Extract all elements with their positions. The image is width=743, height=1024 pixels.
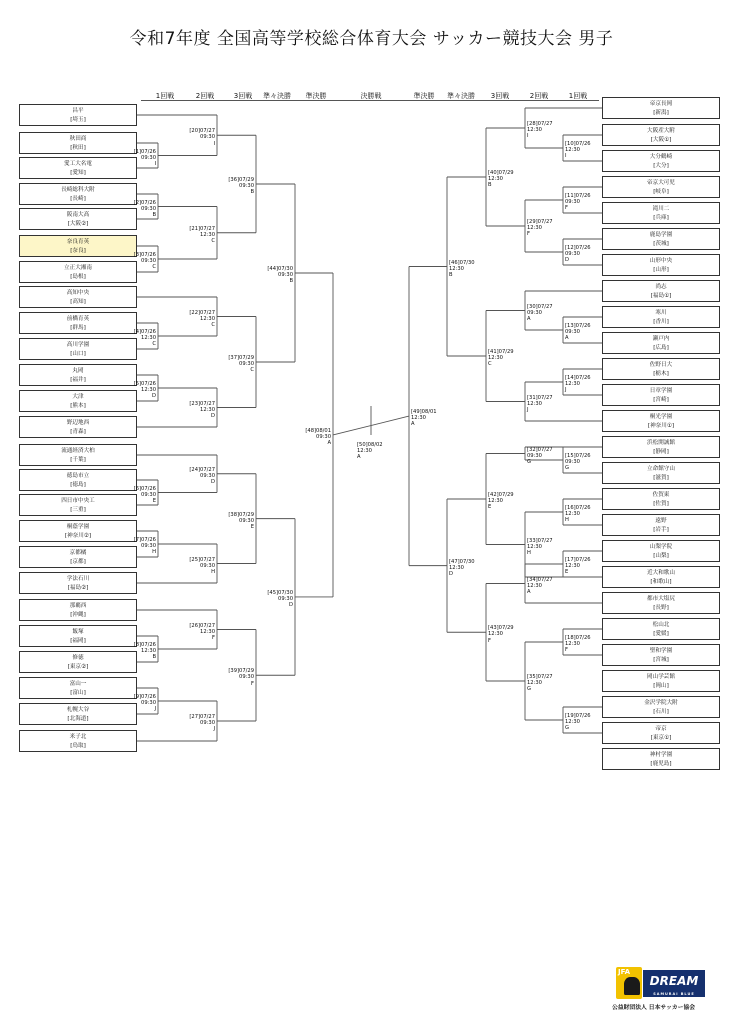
round-header: 2回戦 <box>195 92 215 100</box>
team-entry <box>19 469 137 491</box>
team-prefecture: [大阪①] <box>650 137 672 143</box>
match-info: [24]07/27 09:30 D <box>189 466 215 486</box>
team-prefecture: [石川] <box>653 709 669 715</box>
team-entry <box>19 703 137 725</box>
team-name: 流通経済大柏 <box>61 448 95 454</box>
team-prefecture: [山梨] <box>653 553 669 559</box>
match-info: [14]07/26 12:30 J <box>565 375 591 394</box>
match-info: [12]07/26 09:30 D <box>565 245 591 264</box>
team-prefecture: [茨城] <box>653 241 669 247</box>
round-header: 準々決勝 <box>447 92 475 100</box>
team-prefecture: [神奈川②] <box>64 533 92 539</box>
team-name: 山梨学院 <box>649 544 673 550</box>
team-name: 鹿島学園 <box>649 232 673 238</box>
team-entry <box>19 416 137 438</box>
team-entry <box>19 261 137 283</box>
team-name: 富山一 <box>69 681 87 687</box>
round-header-final: 決勝戦 <box>360 92 382 100</box>
team-name: 秋田商 <box>69 136 87 142</box>
team-prefecture: [大分] <box>653 163 669 169</box>
team-prefecture: [熊本] <box>70 403 86 409</box>
team-entry <box>602 644 720 666</box>
match-info: [26]07/27 12:30 F <box>189 622 215 641</box>
team-entry <box>602 150 720 172</box>
match-info: [27]07/27 09:30 J <box>189 714 215 733</box>
team-entry <box>602 618 720 640</box>
team-entry <box>602 748 720 770</box>
team-prefecture: [高知] <box>70 299 86 305</box>
team-entry <box>19 104 137 126</box>
team-entry <box>19 572 137 594</box>
team-prefecture: [栃木] <box>653 371 669 377</box>
match-info: [40]07/29 12:30 B <box>488 170 514 189</box>
team-entry <box>19 651 137 673</box>
team-entry <box>602 462 720 484</box>
team-entry <box>602 540 720 562</box>
team-name: 学法石川 <box>66 576 90 582</box>
round-header: 3回戦 <box>490 92 510 100</box>
team-entry <box>19 132 137 154</box>
round-header: 準決勝 <box>413 92 435 100</box>
team-prefecture: [奈良] <box>70 248 86 254</box>
round-header: 1回戦 <box>568 92 588 100</box>
team-entry <box>602 176 720 198</box>
team-name: 桐光学園 <box>649 414 673 420</box>
team-prefecture: [東京②] <box>67 664 89 670</box>
team-prefecture: [千葉] <box>70 457 86 463</box>
team-name: 野辺地西 <box>66 420 90 426</box>
team-entry <box>602 97 720 119</box>
team-name: 那覇西 <box>69 603 87 609</box>
team-name: 京都橘 <box>69 550 87 556</box>
match-info: [23]07/27 12:30 D <box>189 400 215 419</box>
team-name: 帝京 <box>655 726 667 732</box>
team-entry <box>602 696 720 718</box>
round-header: 準々決勝 <box>263 92 291 100</box>
dream-logo-icon: DREAM SAMURAI BLUE <box>643 970 705 997</box>
team-prefecture: [島根] <box>70 274 86 280</box>
team-prefecture: [和歌山] <box>650 579 672 585</box>
team-name: 日章学園 <box>649 388 673 394</box>
team-entry <box>19 677 137 699</box>
round-header: 2回戦 <box>529 92 549 100</box>
team-name: 浜松開誠館 <box>647 440 675 446</box>
team-entry <box>602 592 720 614</box>
team-entry <box>19 730 137 752</box>
team-prefecture: [大阪②] <box>67 221 89 227</box>
team-prefecture: [愛知] <box>70 170 86 176</box>
team-prefecture: [広島] <box>653 345 669 351</box>
match-info: [41]07/29 12:30 C <box>488 349 514 368</box>
match-info: [15]07/26 09:30 G <box>565 453 591 472</box>
match-info: [43]07/29 12:30 F <box>488 625 514 644</box>
team-entry <box>602 488 720 510</box>
team-name: 立正大湘南 <box>64 265 92 271</box>
team-prefecture: [香川] <box>653 319 669 325</box>
match-info: [44]07/30 09:30 B <box>267 266 293 285</box>
team-name: 高川学園 <box>66 342 90 348</box>
team-name: 佐賀東 <box>652 492 670 498</box>
match-info: [20]07/27 09:30 I <box>189 128 215 147</box>
match-info: [7]07/26 09:30 H <box>133 537 156 556</box>
team-prefecture: [富山] <box>70 690 86 696</box>
team-name: 金沢学院大附 <box>644 700 678 706</box>
team-prefecture: [秋田] <box>70 145 86 151</box>
team-entry <box>602 670 720 692</box>
match-info: [46]07/30 12:30 B <box>449 259 475 278</box>
team-entry <box>602 514 720 536</box>
match-info: [2]07/26 09:30 B <box>133 199 156 218</box>
team-entry <box>602 124 720 146</box>
team-entry <box>602 254 720 276</box>
match-info: [17]07/26 12:30 E <box>565 557 591 576</box>
match-info: [13]07/26 09:30 A <box>565 323 591 342</box>
team-prefecture: [鳥取] <box>70 743 86 749</box>
match-info: [34]07/27 12:30 A <box>527 576 553 595</box>
team-entry <box>602 202 720 224</box>
team-name: 奈良育英 <box>66 239 90 245</box>
team-name: 大分鶴崎 <box>649 154 673 160</box>
team-name: 岡山学芸館 <box>647 674 675 680</box>
match-info: [4]07/26 12:30 C <box>133 329 156 348</box>
team-name: 米子北 <box>69 734 87 740</box>
team-prefecture: [宮崎] <box>653 397 669 403</box>
team-name: 阪南大高 <box>66 212 90 218</box>
team-prefecture: [福島①] <box>650 293 672 299</box>
team-prefecture: [北海道] <box>67 716 89 722</box>
final-match-info: [50]08/02 12:30 A <box>357 441 383 461</box>
match-info: [3]07/26 09:30 C <box>133 252 156 271</box>
team-prefecture: [兵庫] <box>653 215 669 221</box>
round-header: 1回戦 <box>155 92 175 100</box>
team-entry <box>19 625 137 647</box>
team-prefecture: [神奈川①] <box>647 423 675 429</box>
team-name: 遠野 <box>655 518 667 524</box>
match-info: [32]07/27 09:30 G <box>527 446 553 465</box>
match-info: [11]07/26 09:30 F <box>565 193 591 212</box>
team-name: 帝京長岡 <box>649 101 673 107</box>
team-name: 尚志 <box>655 284 667 290</box>
team-name: 瀬戸内 <box>652 336 670 342</box>
match-info: [21]07/27 12:30 C <box>189 225 215 245</box>
team-entry <box>19 520 137 542</box>
team-prefecture: [京都] <box>70 559 86 565</box>
team-name: 長崎総科大附 <box>61 187 95 193</box>
team-prefecture: [鹿児島] <box>650 761 672 767</box>
team-prefecture: [三重] <box>70 507 86 513</box>
team-prefecture: [群馬] <box>70 325 86 331</box>
team-prefecture: [福岡] <box>70 638 86 644</box>
match-info: [16]07/26 12:30 H <box>565 505 591 524</box>
team-prefecture: [長野] <box>653 605 669 611</box>
match-info: [35]07/27 12:30 G <box>527 674 553 693</box>
match-info: [31]07/27 12:30 J <box>527 394 553 413</box>
team-name: 寒川 <box>655 310 667 316</box>
team-entry <box>602 280 720 302</box>
round-header: 準決勝 <box>305 92 327 100</box>
match-info: [10]07/26 12:30 I <box>565 141 591 160</box>
team-prefecture: [宮城] <box>653 657 669 663</box>
match-info: [39]07/29 09:30 F <box>228 668 254 687</box>
team-name: 四日市中央工 <box>61 498 95 504</box>
team-prefecture: [沖縄] <box>70 612 86 618</box>
match-info: [36]07/29 09:30 B <box>228 177 254 196</box>
team-prefecture: [青森] <box>70 429 86 435</box>
team-entry <box>19 494 137 516</box>
team-prefecture: [福島②] <box>67 585 89 591</box>
team-name: 前橋育英 <box>66 316 90 322</box>
team-name: 近大和歌山 <box>647 570 675 576</box>
match-info: [37]07/29 09:30 C <box>228 355 254 374</box>
team-prefecture: [静岡] <box>653 449 669 455</box>
team-name: 桐蔭学園 <box>66 524 90 530</box>
team-name: 立命館守山 <box>647 466 675 472</box>
team-name: 大津 <box>72 394 84 400</box>
team-name: 帝京大可児 <box>647 180 675 186</box>
page-title: 令和7年度 全国高等学校総合体育大会 サッカー競技大会 男子 <box>129 29 614 49</box>
team-name: 札幌大谷 <box>66 707 90 713</box>
match-info: [42]07/29 12:30 E <box>488 492 514 511</box>
match-info: [22]07/27 12:30 C <box>189 309 215 328</box>
organization-name: 公益財団法人 日本サッカー協会 <box>612 1005 696 1011</box>
match-info: [6]07/26 09:30 E <box>133 485 156 504</box>
match-info: [45]07/30 09:30 D <box>267 589 293 609</box>
team-entry <box>19 286 137 308</box>
team-entry <box>602 384 720 406</box>
team-entry <box>19 444 137 466</box>
jfa-footer <box>612 967 712 1013</box>
team-prefecture: [岡山] <box>653 683 669 689</box>
match-info: [5]07/26 12:30 D <box>133 381 156 400</box>
team-prefecture: [徳島] <box>70 482 86 488</box>
team-entry <box>19 390 137 412</box>
team-name: 徳島市立 <box>66 473 90 479</box>
team-name: 高知中央 <box>66 290 90 296</box>
team-prefecture: [岩手] <box>653 527 669 533</box>
team-entry <box>19 208 137 230</box>
team-prefecture: [岐阜] <box>653 189 669 195</box>
team-entry <box>19 157 137 179</box>
match-info: [18]07/26 12:30 F <box>565 635 591 654</box>
match-info: [19]07/26 12:30 G <box>565 713 591 732</box>
team-prefecture: [滋賀] <box>653 475 669 481</box>
match-info: [47]07/30 12:30 D <box>449 558 475 578</box>
team-name: 佐野日大 <box>649 362 673 368</box>
round-header: 3回戦 <box>233 92 253 100</box>
match-info: [49]08/01 12:30 A <box>411 409 437 428</box>
team-entry <box>602 306 720 328</box>
team-name: 松山北 <box>652 622 670 628</box>
team-prefecture: [山形] <box>653 267 669 273</box>
team-entry <box>602 410 720 432</box>
team-entry <box>19 312 137 334</box>
match-info: [30]07/27 09:30 A <box>527 303 553 322</box>
team-entry <box>602 722 720 744</box>
team-entry <box>19 235 137 257</box>
team-entry <box>19 338 137 360</box>
team-entry <box>602 332 720 354</box>
team-entry <box>602 566 720 588</box>
match-info: [9]07/26 09:30 J <box>133 694 156 713</box>
match-info: [33]07/27 12:30 H <box>527 537 553 556</box>
team-prefecture: [福井] <box>70 377 86 383</box>
team-entry <box>19 183 137 205</box>
team-prefecture: [山口] <box>70 351 86 357</box>
team-name: 山形中央 <box>649 258 673 264</box>
team-entry <box>602 436 720 458</box>
jfa-logo-icon: JFA <box>616 967 642 999</box>
team-prefecture: [新潟] <box>653 110 669 116</box>
team-prefecture: [長崎] <box>70 196 86 202</box>
team-entry <box>19 546 137 568</box>
match-info: [25]07/27 09:30 H <box>189 556 215 575</box>
team-name: 修徳 <box>72 655 84 661</box>
match-info: [28]07/27 12:30 I <box>527 121 553 140</box>
team-name: 丸岡 <box>72 368 84 374</box>
team-name: 神村学園 <box>649 752 673 758</box>
team-name: 都市大塩尻 <box>647 596 675 602</box>
team-name: 滝川二 <box>652 206 670 212</box>
match-info: [48]08/01 09:30 A <box>305 427 331 447</box>
team-prefecture: [埼玉] <box>70 117 86 123</box>
team-name: 愛工大名電 <box>64 161 92 167</box>
team-name: 聖和学園 <box>649 648 673 654</box>
team-name: 大阪産大附 <box>647 128 675 134</box>
team-name: 昌平 <box>72 108 84 114</box>
team-entry <box>19 599 137 621</box>
team-prefecture: [愛媛] <box>653 631 669 637</box>
team-entry <box>602 228 720 250</box>
match-info: [1]07/26 09:30 I <box>133 148 156 167</box>
team-prefecture: [佐賀] <box>653 501 669 507</box>
team-entry <box>602 358 720 380</box>
match-info: [38]07/29 09:30 E <box>228 511 254 531</box>
match-info: [29]07/27 12:30 F <box>527 219 553 238</box>
team-entry <box>19 364 137 386</box>
team-name: 飯塚 <box>72 629 84 635</box>
match-info: [8]07/26 12:30 B <box>133 642 156 661</box>
team-prefecture: [東京①] <box>650 735 672 741</box>
